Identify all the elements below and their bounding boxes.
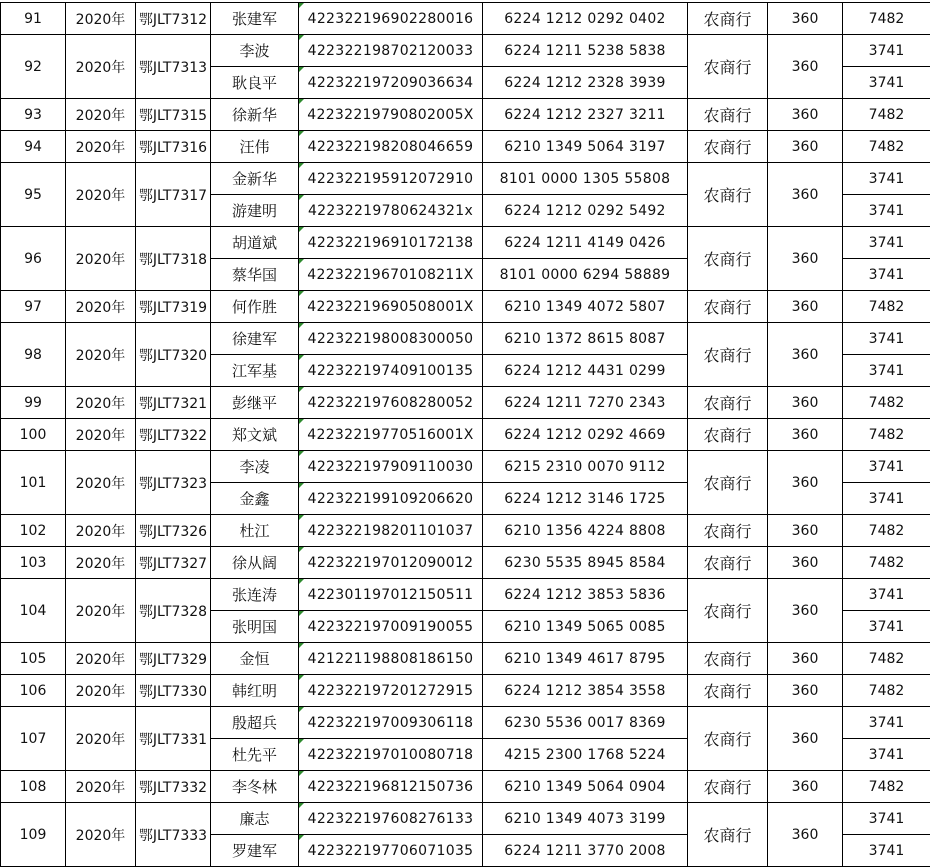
id-number-cell[interactable]: 42232219690508001X <box>299 291 483 323</box>
card-number-cell[interactable]: 6215 2310 0070 9112 <box>483 451 688 483</box>
total-cell[interactable]: 7482 <box>843 99 930 131</box>
row-number-cell[interactable]: 105 <box>1 643 66 675</box>
row-number-cell[interactable]: 100 <box>1 419 66 451</box>
plate-cell[interactable]: 鄂JLT7327 <box>136 547 211 579</box>
table-row <box>1 579 930 611</box>
total-cell[interactable]: 3741 <box>843 259 930 291</box>
name-cell[interactable]: 罗建军 <box>211 835 299 867</box>
amount-cell[interactable]: 360 <box>768 227 843 291</box>
id-number-cell[interactable]: 422322197201272915 <box>299 675 483 707</box>
bank-cell[interactable]: 农商行 <box>688 99 768 131</box>
card-number-cell[interactable]: 6210 1356 4224 8808 <box>483 515 688 547</box>
card-number-cell[interactable]: 6210 1349 4072 5807 <box>483 291 688 323</box>
name-cell[interactable]: 廉志 <box>211 803 299 835</box>
bank-cell[interactable]: 农商行 <box>688 547 768 579</box>
amount-cell[interactable]: 360 <box>768 707 843 771</box>
plate-cell[interactable]: 鄂JLT7320 <box>136 323 211 387</box>
amount-cell[interactable]: 360 <box>768 579 843 643</box>
plate-cell[interactable]: 鄂JLT7313 <box>136 35 211 99</box>
year-cell[interactable]: 2020年 <box>66 643 136 675</box>
card-number-cell[interactable]: 6224 1212 4431 0299 <box>483 355 688 387</box>
bank-cell[interactable]: 农商行 <box>688 675 768 707</box>
card-number-cell[interactable]: 6230 5535 8945 8584 <box>483 547 688 579</box>
row-number-cell[interactable]: 96 <box>1 227 66 291</box>
row-number-cell[interactable]: 107 <box>1 707 66 771</box>
plate-cell[interactable]: 鄂JLT7322 <box>136 419 211 451</box>
year-cell[interactable]: 2020年 <box>66 163 136 227</box>
bank-cell[interactable]: 农商行 <box>688 419 768 451</box>
name-cell[interactable]: 张明国 <box>211 611 299 643</box>
total-cell[interactable]: 7482 <box>843 387 930 419</box>
total-cell[interactable]: 3741 <box>843 707 930 739</box>
bank-cell[interactable]: 农商行 <box>688 707 768 771</box>
year-cell[interactable]: 2020年 <box>66 803 136 867</box>
bank-cell[interactable]: 农商行 <box>688 227 768 291</box>
plate-cell[interactable]: 鄂JLT7329 <box>136 643 211 675</box>
amount-cell[interactable]: 360 <box>768 323 843 387</box>
id-number-cell[interactable]: 422322195912072910 <box>299 163 483 195</box>
table-body <box>1 3 930 867</box>
id-number-cell[interactable]: 422322197909110030 <box>299 451 483 483</box>
name-cell[interactable]: 张连涛 <box>211 579 299 611</box>
table-row <box>1 707 930 739</box>
subsidy-table <box>0 2 930 867</box>
name-cell[interactable]: 郑文斌 <box>211 419 299 451</box>
table-row <box>1 131 930 163</box>
plate-cell[interactable]: 鄂JLT7316 <box>136 131 211 163</box>
total-cell[interactable]: 7482 <box>843 771 930 803</box>
name-cell[interactable]: 金鑫 <box>211 483 299 515</box>
id-number-cell[interactable]: 422301197012150511 <box>299 579 483 611</box>
id-number-cell[interactable]: 422322197409100135 <box>299 355 483 387</box>
table-row <box>1 643 930 675</box>
total-cell[interactable]: 3741 <box>843 483 930 515</box>
name-cell[interactable]: 徐建军 <box>211 323 299 355</box>
card-number-cell[interactable]: 6210 1372 8615 8087 <box>483 323 688 355</box>
row-number-cell[interactable]: 97 <box>1 291 66 323</box>
id-number-cell[interactable]: 422322197608280052 <box>299 387 483 419</box>
card-number-cell[interactable]: 8101 0000 1305 55808 <box>483 163 688 195</box>
amount-cell[interactable]: 360 <box>768 451 843 515</box>
table-row <box>1 227 930 259</box>
total-cell[interactable]: 3741 <box>843 163 930 195</box>
id-number-cell[interactable]: 422322197009190055 <box>299 611 483 643</box>
total-cell[interactable]: 3741 <box>843 739 930 771</box>
amount-cell[interactable]: 360 <box>768 291 843 323</box>
year-cell[interactable]: 2020年 <box>66 547 136 579</box>
amount-cell[interactable]: 360 <box>768 131 843 163</box>
name-cell[interactable]: 汪伟 <box>211 131 299 163</box>
year-cell[interactable]: 2020年 <box>66 515 136 547</box>
id-number-cell[interactable]: 422322197608276133 <box>299 803 483 835</box>
amount-cell[interactable]: 360 <box>768 419 843 451</box>
total-cell[interactable]: 3741 <box>843 451 930 483</box>
amount-cell[interactable]: 360 <box>768 163 843 227</box>
amount-cell[interactable]: 360 <box>768 675 843 707</box>
row-number-cell[interactable]: 102 <box>1 515 66 547</box>
bank-cell[interactable]: 农商行 <box>688 579 768 643</box>
plate-cell[interactable]: 鄂JLT7326 <box>136 515 211 547</box>
id-number-cell[interactable]: 422322199109206620 <box>299 483 483 515</box>
bank-cell[interactable]: 农商行 <box>688 131 768 163</box>
plate-cell[interactable]: 鄂JLT7319 <box>136 291 211 323</box>
table-row <box>1 547 930 579</box>
bank-cell[interactable]: 农商行 <box>688 35 768 99</box>
card-number-cell[interactable]: 6224 1211 3770 2008 <box>483 835 688 867</box>
id-number-cell[interactable]: 422322197209036634 <box>299 67 483 99</box>
row-number-cell[interactable]: 95 <box>1 163 66 227</box>
total-cell[interactable]: 7482 <box>843 515 930 547</box>
total-cell[interactable]: 3741 <box>843 803 930 835</box>
plate-cell[interactable]: 鄂JLT7332 <box>136 771 211 803</box>
table-row <box>1 451 930 483</box>
id-number-cell[interactable]: 421221198808186150 <box>299 643 483 675</box>
table-row <box>1 803 930 835</box>
bank-cell[interactable]: 农商行 <box>688 163 768 227</box>
row-number-cell[interactable]: 106 <box>1 675 66 707</box>
name-cell[interactable]: 彭继平 <box>211 387 299 419</box>
bank-cell[interactable]: 农商行 <box>688 803 768 867</box>
total-cell[interactable]: 3741 <box>843 611 930 643</box>
name-cell[interactable]: 殷超兵 <box>211 707 299 739</box>
row-number-cell[interactable]: 98 <box>1 323 66 387</box>
name-cell[interactable]: 徐从阔 <box>211 547 299 579</box>
name-cell[interactable]: 何作胜 <box>211 291 299 323</box>
amount-cell[interactable]: 360 <box>768 387 843 419</box>
id-number-cell[interactable]: 422322196812150736 <box>299 771 483 803</box>
bank-cell[interactable]: 农商行 <box>688 291 768 323</box>
id-number-cell[interactable]: 422322197009306118 <box>299 707 483 739</box>
total-cell[interactable]: 7482 <box>843 131 930 163</box>
card-number-cell[interactable]: 6224 1212 3853 5836 <box>483 579 688 611</box>
total-cell[interactable]: 7482 <box>843 3 930 35</box>
name-cell[interactable]: 江军基 <box>211 355 299 387</box>
plate-cell[interactable]: 鄂JLT7317 <box>136 163 211 227</box>
card-number-cell[interactable]: 6224 1211 5238 5838 <box>483 35 688 67</box>
id-number-cell[interactable]: 422322198008300050 <box>299 323 483 355</box>
id-number-cell[interactable]: 42232219770516001X <box>299 419 483 451</box>
name-cell[interactable]: 杜江 <box>211 515 299 547</box>
id-number-cell[interactable]: 42232219780624321x <box>299 195 483 227</box>
total-cell[interactable]: 7482 <box>843 675 930 707</box>
row-number-cell[interactable]: 104 <box>1 579 66 643</box>
name-cell[interactable]: 游建明 <box>211 195 299 227</box>
bank-cell[interactable]: 农商行 <box>688 387 768 419</box>
amount-cell[interactable]: 360 <box>768 515 843 547</box>
table-row <box>1 387 930 419</box>
name-cell[interactable]: 金新华 <box>211 163 299 195</box>
table-row <box>1 163 930 195</box>
id-number-cell[interactable]: 422322196910172138 <box>299 227 483 259</box>
table-row <box>1 291 930 323</box>
name-cell[interactable]: 韩红明 <box>211 675 299 707</box>
total-cell[interactable]: 3741 <box>843 195 930 227</box>
card-number-cell[interactable]: 6210 1349 5065 0085 <box>483 611 688 643</box>
card-number-cell[interactable]: 6210 1349 4617 8795 <box>483 643 688 675</box>
card-number-cell[interactable]: 6210 1349 5064 3197 <box>483 131 688 163</box>
table-row <box>1 675 930 707</box>
amount-cell[interactable]: 360 <box>768 99 843 131</box>
card-number-cell[interactable]: 6224 1212 0292 5492 <box>483 195 688 227</box>
year-cell[interactable]: 2020年 <box>66 707 136 771</box>
row-number-cell[interactable]: 108 <box>1 771 66 803</box>
table-row <box>1 3 930 35</box>
plate-cell[interactable]: 鄂JLT7331 <box>136 707 211 771</box>
plate-cell[interactable]: 鄂JLT7315 <box>136 99 211 131</box>
name-cell[interactable]: 徐新华 <box>211 99 299 131</box>
id-number-cell[interactable]: 422322197010080718 <box>299 739 483 771</box>
id-number-cell[interactable]: 422322197012090012 <box>299 547 483 579</box>
bank-cell[interactable]: 农商行 <box>688 323 768 387</box>
id-number-cell[interactable]: 422322198201101037 <box>299 515 483 547</box>
total-cell[interactable]: 7482 <box>843 419 930 451</box>
row-number-cell[interactable]: 103 <box>1 547 66 579</box>
year-cell[interactable]: 2020年 <box>66 291 136 323</box>
bank-cell[interactable]: 农商行 <box>688 451 768 515</box>
amount-cell[interactable]: 360 <box>768 643 843 675</box>
name-cell[interactable]: 李波 <box>211 35 299 67</box>
row-number-cell[interactable]: 93 <box>1 99 66 131</box>
id-number-cell[interactable]: 42232219790802005X <box>299 99 483 131</box>
id-number-cell[interactable]: 42232219670108211X <box>299 259 483 291</box>
amount-cell[interactable]: 360 <box>768 771 843 803</box>
table-row <box>1 771 930 803</box>
card-number-cell[interactable]: 6224 1212 0292 0402 <box>483 3 688 35</box>
row-number-cell[interactable]: 99 <box>1 387 66 419</box>
bank-cell[interactable]: 农商行 <box>688 3 768 35</box>
card-number-cell[interactable]: 6224 1212 2327 3211 <box>483 99 688 131</box>
year-cell[interactable]: 2020年 <box>66 771 136 803</box>
total-cell[interactable]: 7482 <box>843 547 930 579</box>
name-cell[interactable]: 蔡华国 <box>211 259 299 291</box>
total-cell[interactable]: 3741 <box>843 67 930 99</box>
amount-cell[interactable]: 360 <box>768 35 843 99</box>
name-cell[interactable]: 李凌 <box>211 451 299 483</box>
year-cell[interactable]: 2020年 <box>66 227 136 291</box>
card-number-cell[interactable]: 6224 1211 7270 2343 <box>483 387 688 419</box>
year-cell[interactable]: 2020年 <box>66 451 136 515</box>
card-number-cell[interactable]: 8101 0000 6294 58889 <box>483 259 688 291</box>
card-number-cell[interactable]: 6224 1211 4149 0426 <box>483 227 688 259</box>
plate-cell[interactable]: 鄂JLT7333 <box>136 803 211 867</box>
year-cell[interactable]: 2020年 <box>66 35 136 99</box>
year-cell[interactable]: 2020年 <box>66 579 136 643</box>
total-cell[interactable]: 3741 <box>843 579 930 611</box>
card-number-cell[interactable]: 6224 1212 3854 3558 <box>483 675 688 707</box>
card-number-cell[interactable]: 4215 2300 1768 5224 <box>483 739 688 771</box>
card-number-cell[interactable]: 6224 1212 3146 1725 <box>483 483 688 515</box>
table-row <box>1 515 930 547</box>
plate-cell[interactable]: 鄂JLT7312 <box>136 3 211 35</box>
id-number-cell[interactable]: 422322196902280016 <box>299 3 483 35</box>
year-cell[interactable]: 2020年 <box>66 419 136 451</box>
table-row <box>1 419 930 451</box>
table-row <box>1 99 930 131</box>
plate-cell[interactable]: 鄂JLT7321 <box>136 387 211 419</box>
row-number-cell[interactable]: 91 <box>1 3 66 35</box>
year-cell[interactable]: 2020年 <box>66 675 136 707</box>
year-cell[interactable]: 2020年 <box>66 3 136 35</box>
amount-cell[interactable]: 360 <box>768 547 843 579</box>
year-cell[interactable]: 2020年 <box>66 99 136 131</box>
year-cell[interactable]: 2020年 <box>66 323 136 387</box>
table-row <box>1 35 930 67</box>
card-number-cell[interactable]: 6210 1349 4073 3199 <box>483 803 688 835</box>
bank-cell[interactable]: 农商行 <box>688 771 768 803</box>
total-cell[interactable]: 7482 <box>843 291 930 323</box>
year-cell[interactable]: 2020年 <box>66 387 136 419</box>
row-number-cell[interactable]: 92 <box>1 35 66 99</box>
plate-cell[interactable]: 鄂JLT7330 <box>136 675 211 707</box>
id-number-cell[interactable]: 422322198208046659 <box>299 131 483 163</box>
name-cell[interactable]: 张建军 <box>211 3 299 35</box>
total-cell[interactable]: 3741 <box>843 227 930 259</box>
card-number-cell[interactable]: 6224 1212 2328 3939 <box>483 67 688 99</box>
amount-cell[interactable]: 360 <box>768 3 843 35</box>
name-cell[interactable]: 胡道斌 <box>211 227 299 259</box>
id-number-cell[interactable]: 422322198702120033 <box>299 35 483 67</box>
row-number-cell[interactable]: 101 <box>1 451 66 515</box>
amount-cell[interactable]: 360 <box>768 803 843 867</box>
card-number-cell[interactable]: 6230 5536 0017 8369 <box>483 707 688 739</box>
total-cell[interactable]: 3741 <box>843 35 930 67</box>
total-cell[interactable]: 7482 <box>843 643 930 675</box>
plate-cell[interactable]: 鄂JLT7323 <box>136 451 211 515</box>
row-number-cell[interactable]: 94 <box>1 131 66 163</box>
name-cell[interactable]: 金恒 <box>211 643 299 675</box>
card-number-cell[interactable]: 6224 1212 0292 4669 <box>483 419 688 451</box>
bank-cell[interactable]: 农商行 <box>688 515 768 547</box>
bank-cell[interactable]: 农商行 <box>688 643 768 675</box>
id-number-cell[interactable]: 422322197706071035 <box>299 835 483 867</box>
year-cell[interactable]: 2020年 <box>66 131 136 163</box>
total-cell[interactable]: 3741 <box>843 355 930 387</box>
plate-cell[interactable]: 鄂JLT7318 <box>136 227 211 291</box>
name-cell[interactable]: 杜先平 <box>211 739 299 771</box>
table-row <box>1 323 930 355</box>
name-cell[interactable]: 李冬林 <box>211 771 299 803</box>
row-number-cell[interactable]: 109 <box>1 803 66 867</box>
plate-cell[interactable]: 鄂JLT7328 <box>136 579 211 643</box>
name-cell[interactable]: 耿良平 <box>211 67 299 99</box>
total-cell[interactable]: 3741 <box>843 835 930 867</box>
total-cell[interactable]: 3741 <box>843 323 930 355</box>
card-number-cell[interactable]: 6210 1349 5064 0904 <box>483 771 688 803</box>
